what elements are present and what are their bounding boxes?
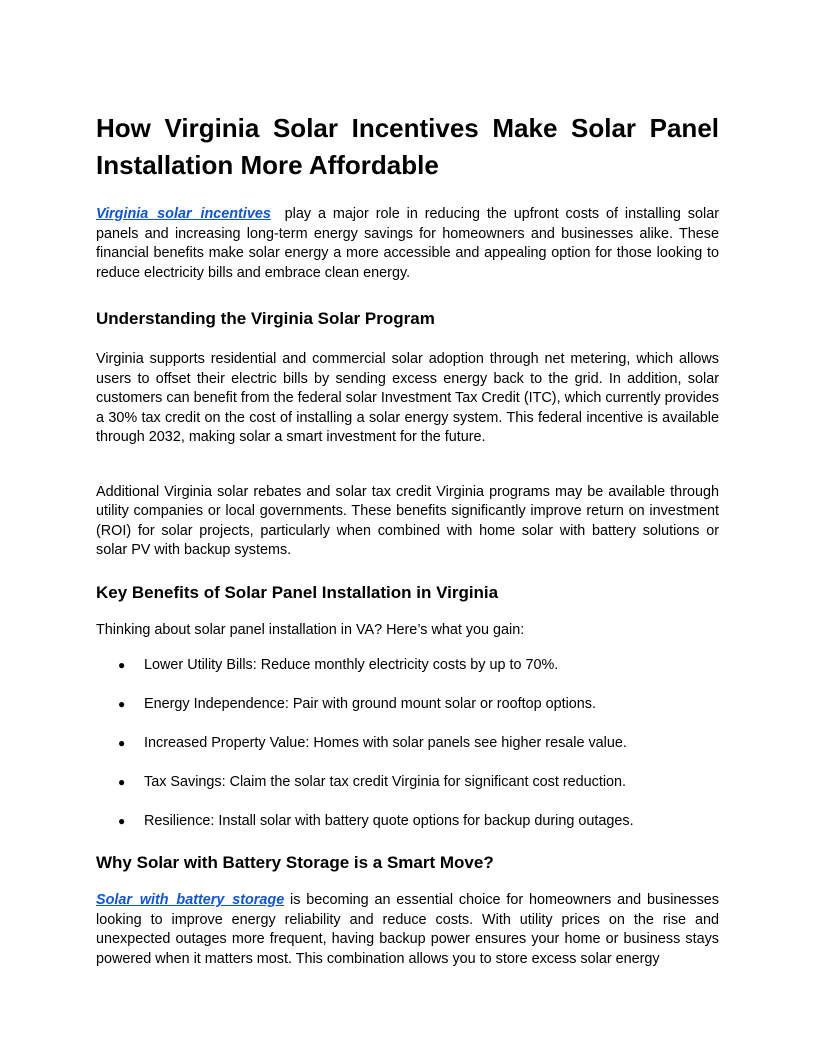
bullet-icon: ● xyxy=(118,658,126,672)
list-item xyxy=(96,734,719,754)
benefits-lead-paragraph: Thinking about solar panel installation in VA? Here’s what you gain: xyxy=(96,621,525,638)
bullet-icon: ● xyxy=(118,775,126,789)
list-item-text: Increased Property Value: Homes with solar panels see higher resale value. xyxy=(144,735,627,751)
bullet-icon: ● xyxy=(118,736,126,750)
solar-with-battery-storage-link[interactable]: Solar with battery storage xyxy=(96,892,285,908)
section-heading-benefits: Key Benefits of Solar Panel Installation in Virginia xyxy=(96,582,499,602)
list-item xyxy=(96,812,719,832)
virginia-solar-incentives-link[interactable]: Virginia solar incentives xyxy=(96,206,271,222)
benefits-list xyxy=(96,656,719,832)
battery-paragraph xyxy=(96,891,719,969)
list-item-text: Lower Utility Bills: Reduce monthly electricity costs by up to 70%. xyxy=(144,657,559,673)
intro-paragraph xyxy=(96,205,719,283)
document-page xyxy=(96,110,719,969)
list-item xyxy=(96,656,719,676)
list-item xyxy=(96,695,719,715)
list-item xyxy=(96,773,719,793)
bullet-icon: ● xyxy=(118,814,126,828)
list-item-text: Tax Savings: Claim the solar tax credit Virginia for significant cost reduction. xyxy=(144,774,627,790)
list-item-text: Energy Independence: Pair with ground mount solar or rooftop options. xyxy=(144,696,596,712)
program-paragraph-1: Virginia supports residential and commercial solar adoption through net metering, which allows users to offset their electric bills by sending excess energy back to the grid. In addition, solar customers can benefit from the federal solar Investment Tax Credit (ITC), which currently provides a 30% tax credit on the cost of installing a solar energy system. This federal incentive is available through 2032, making solar a smart investment for the future. xyxy=(96,351,719,445)
intro-text: play a major role in reducing the upfront costs of installing solar panels and increasing long-term energy savings for homeowners and businesses alike. These financial benefits make solar energy a more accessible and appealing option for those looking to reduce electricity bills and embrace clean energy. xyxy=(96,206,719,281)
program-paragraph-2: Additional Virginia solar rebates and solar tax credit Virginia programs may be available through utility companies or local governments. These benefits significantly improve return on investment (ROI) for solar projects, particularly when combined with home solar with battery solutions or solar PV with backup systems. xyxy=(96,483,719,558)
bullet-icon: ● xyxy=(118,697,126,711)
section-heading-battery: Why Solar with Battery Storage is a Smart Move? xyxy=(96,853,494,872)
page-title: How Virginia Solar Incentives Make Solar Panel Installation More Affordable xyxy=(96,113,719,180)
section-heading-program: Understanding the Virginia Solar Program xyxy=(96,309,435,328)
battery-text: is becoming an essential choice for homeowners and businesses looking to improve energy reliability and reduce costs. With utility prices on the rise and unexpected outages more frequent, having backup power ensures your home or business stays powered when it matters most. This combination allows you to store excess solar energy xyxy=(96,892,719,967)
list-item-text: Resilience: Install solar with battery quote options for backup during outages. xyxy=(144,813,634,829)
